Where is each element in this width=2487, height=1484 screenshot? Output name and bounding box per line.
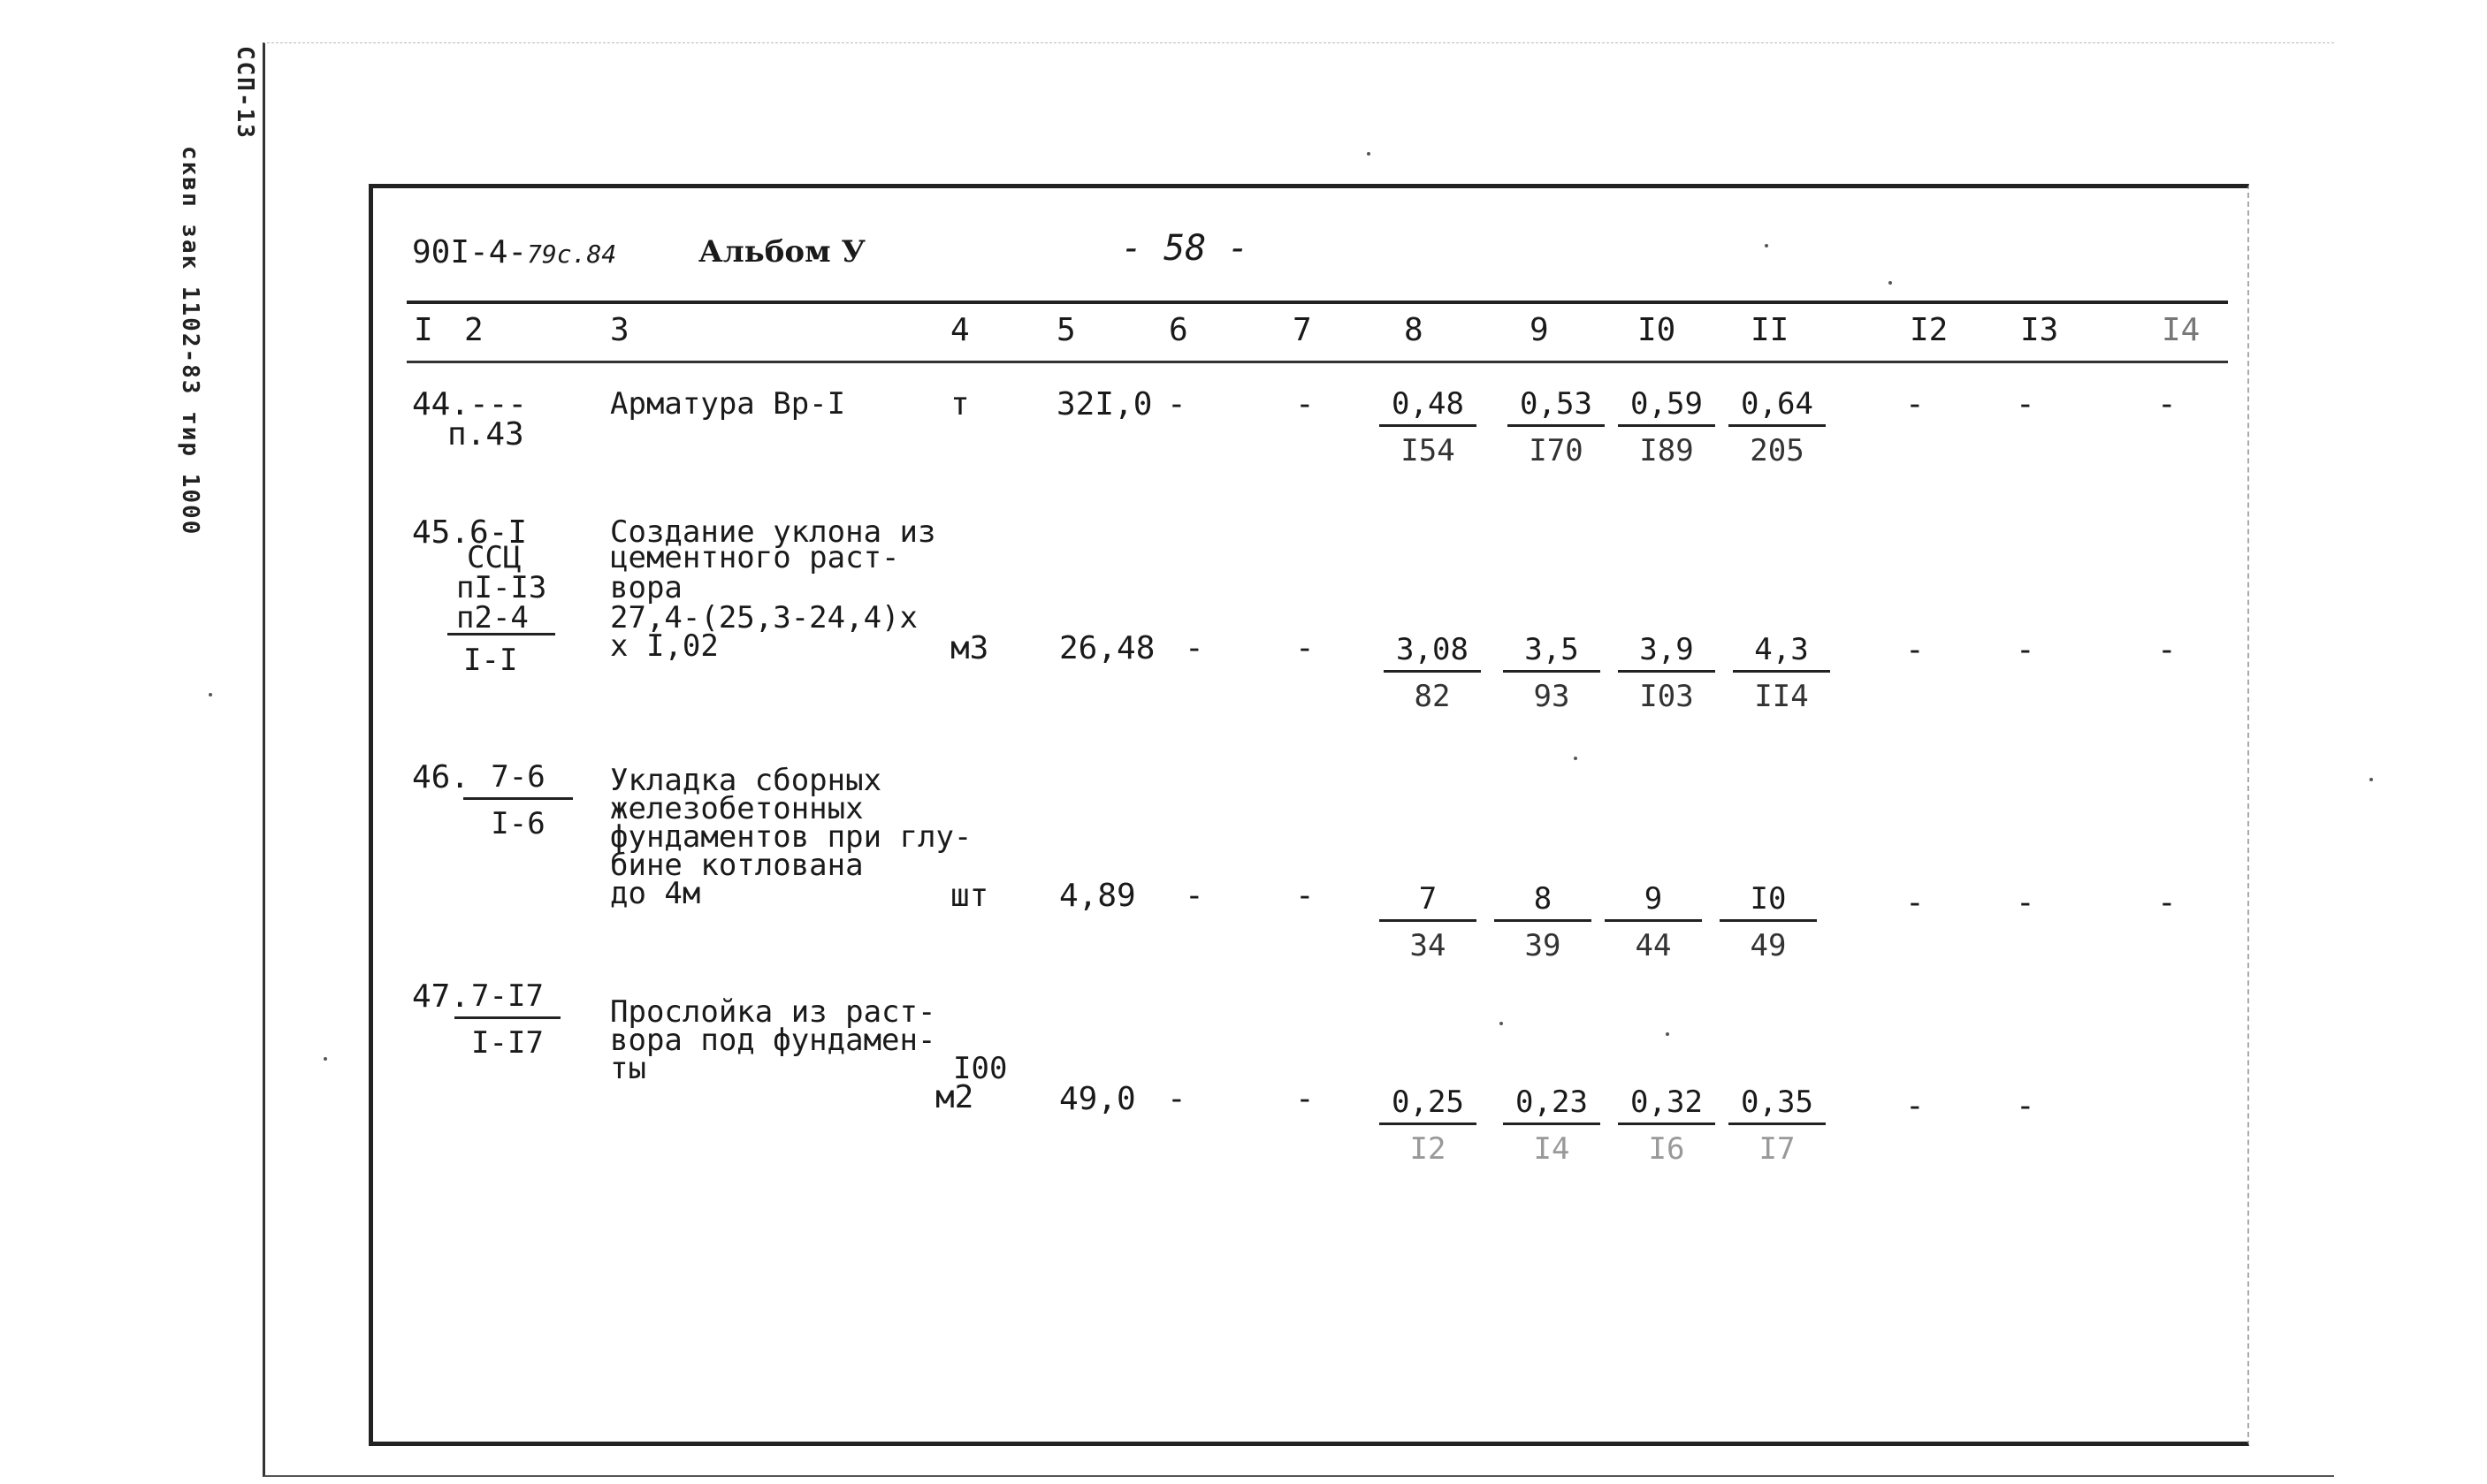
fraction-10: $\frac{0,59}{I89}$ <box>1618 389 1715 466</box>
col-header-12: I2 <box>1910 312 1949 348</box>
code-line: ССЦ <box>467 540 522 575</box>
col-header-14: I4 <box>2162 312 2201 348</box>
fraction-8: $\frac{0,48}{I54}$ <box>1379 389 1476 466</box>
row-number: 47. <box>412 978 470 1015</box>
header-rule-top <box>407 301 2228 304</box>
row-name-line: вора под фундамен- <box>610 1023 936 1058</box>
document-number-main: 90I-4- <box>412 234 528 270</box>
col12-value: - <box>1905 386 1925 422</box>
quantity: 26,48 <box>1059 630 1156 666</box>
fraction-10: $\frac{0,32}{I6}$ <box>1618 1087 1715 1164</box>
scan-speck <box>1367 152 1370 156</box>
row-name-line: Прослойка из раст- <box>610 994 936 1030</box>
fraction-8: $\frac{3,08}{82}$ <box>1384 635 1481 712</box>
col-header-1: I <box>414 312 433 348</box>
row-name-line: 27,4-(25,3-24,4)х <box>610 600 918 635</box>
unit: м3 <box>950 630 989 666</box>
document-number <box>412 234 617 270</box>
col7-value: - <box>1295 386 1315 422</box>
row-name-line: ты <box>610 1051 646 1086</box>
col-header-8: 8 <box>1404 312 1423 348</box>
col13-value: - <box>2016 386 2035 422</box>
col-header-10: I0 <box>1637 312 1676 348</box>
fraction-11: $\frac{0,35}{I7}$ <box>1728 1087 1826 1164</box>
row-name-line: фундаментов при глу- <box>610 819 973 855</box>
row-name-line: железобетонных <box>610 791 864 826</box>
scan-speck <box>1765 244 1768 247</box>
scan-speck <box>1888 281 1892 285</box>
col-header-5: 5 <box>1057 312 1076 348</box>
row-name-line: Укладка сборных <box>610 763 882 798</box>
col-header-3: 3 <box>610 312 629 348</box>
code-fraction: $\frac{7-I7}{I-I7}$ <box>454 981 561 1058</box>
col6-value: - <box>1167 386 1186 422</box>
col13-value: - <box>2016 885 2035 921</box>
row-name-line: Создание уклона из <box>610 514 936 550</box>
col7-value: - <box>1295 630 1315 666</box>
album-label: Альбом У <box>698 234 866 270</box>
col-header-11: II <box>1751 312 1789 348</box>
row-number: 45.6-I <box>412 514 528 551</box>
fraction-8: $\frac{0,25}{I2}$ <box>1379 1087 1476 1164</box>
row-name: Арматура Вр-I <box>610 386 846 422</box>
code-line: пI-I3 <box>456 570 547 605</box>
unit: шт <box>950 878 989 914</box>
col-header-6: 6 <box>1169 312 1188 348</box>
col6-value: - <box>1167 1081 1186 1117</box>
col12-value: - <box>1905 1088 1925 1124</box>
scan-speck <box>2369 778 2373 781</box>
row-number: 44.--- <box>412 386 528 422</box>
unit: т <box>950 386 970 422</box>
row-name-line: вора <box>610 570 683 605</box>
fraction-11: $\frac{0,64}{205}$ <box>1728 389 1826 466</box>
col13-value: - <box>2016 632 2035 668</box>
fraction-9: $\frac{3,5}{93}$ <box>1503 635 1600 712</box>
code-fraction: $\frac{7-6}{I-6}$ <box>463 762 573 839</box>
unit: м2 <box>935 1079 974 1115</box>
code-top: --- <box>469 386 528 422</box>
col12-value: - <box>1905 885 1925 921</box>
document-number-suffix: 79с.84 <box>527 240 617 269</box>
row-number: 46. <box>412 759 470 795</box>
header-rule-bottom <box>407 361 2228 363</box>
col-header-9: 9 <box>1530 312 1549 348</box>
page-number: - 58 - <box>1121 228 1249 269</box>
col-header-13: I3 <box>2020 312 2059 348</box>
fraction-10: $\frac{3,9}{I03}$ <box>1618 635 1715 712</box>
unit-multiplier: I00 <box>953 1051 1008 1086</box>
code-bottom: п.43 <box>447 416 524 453</box>
fraction-9: $\frac{0,23}{I4}$ <box>1503 1087 1600 1164</box>
row-name-line: цементного раст- <box>610 540 900 575</box>
col14-value: - <box>2157 885 2177 921</box>
quantity: 4,89 <box>1059 878 1136 914</box>
col6-value: - <box>1185 878 1204 914</box>
scan-speck <box>1666 1032 1669 1036</box>
col7-value: - <box>1295 1081 1315 1117</box>
margin-code: ССП-13 <box>232 46 258 140</box>
row-name-line: до 4м <box>610 876 701 911</box>
col6-value: - <box>1185 630 1204 666</box>
quantity: 49,0 <box>1059 1081 1136 1117</box>
fraction-11: $\frac{I0}{49}$ <box>1720 884 1817 961</box>
scan-speck <box>1574 757 1577 760</box>
fraction-10: $\frac{9}{44}$ <box>1605 884 1702 961</box>
margin-print-info: сквп зак 1102-83 тир 1000 <box>177 146 203 537</box>
code-rule <box>447 633 555 635</box>
row-name-line: х I,02 <box>610 628 719 664</box>
fraction-8: $\frac{7}{34}$ <box>1379 884 1476 961</box>
col13-value: - <box>2016 1088 2035 1124</box>
col14-value: - <box>2157 386 2177 422</box>
col-header-2: 2 <box>464 312 484 348</box>
row-name-line: бине котлована <box>610 848 864 883</box>
fraction-11: $\frac{4,3}{II4}$ <box>1733 635 1830 712</box>
col-header-7: 7 <box>1293 312 1312 348</box>
scan-speck <box>324 1057 327 1061</box>
code-bottom: I-I <box>463 643 518 678</box>
code-line: п2-4 <box>456 600 529 635</box>
quantity: 32I,0 <box>1057 386 1153 422</box>
col12-value: - <box>1905 632 1925 668</box>
col7-value: - <box>1295 878 1315 914</box>
scan-speck <box>1499 1022 1503 1025</box>
fraction-9: $\frac{0,53}{I70}$ <box>1507 389 1605 466</box>
col14-value: - <box>2157 632 2177 668</box>
col-header-4: 4 <box>950 312 970 348</box>
fraction-9: $\frac{8}{39}$ <box>1494 884 1591 961</box>
scan-speck <box>209 693 212 696</box>
